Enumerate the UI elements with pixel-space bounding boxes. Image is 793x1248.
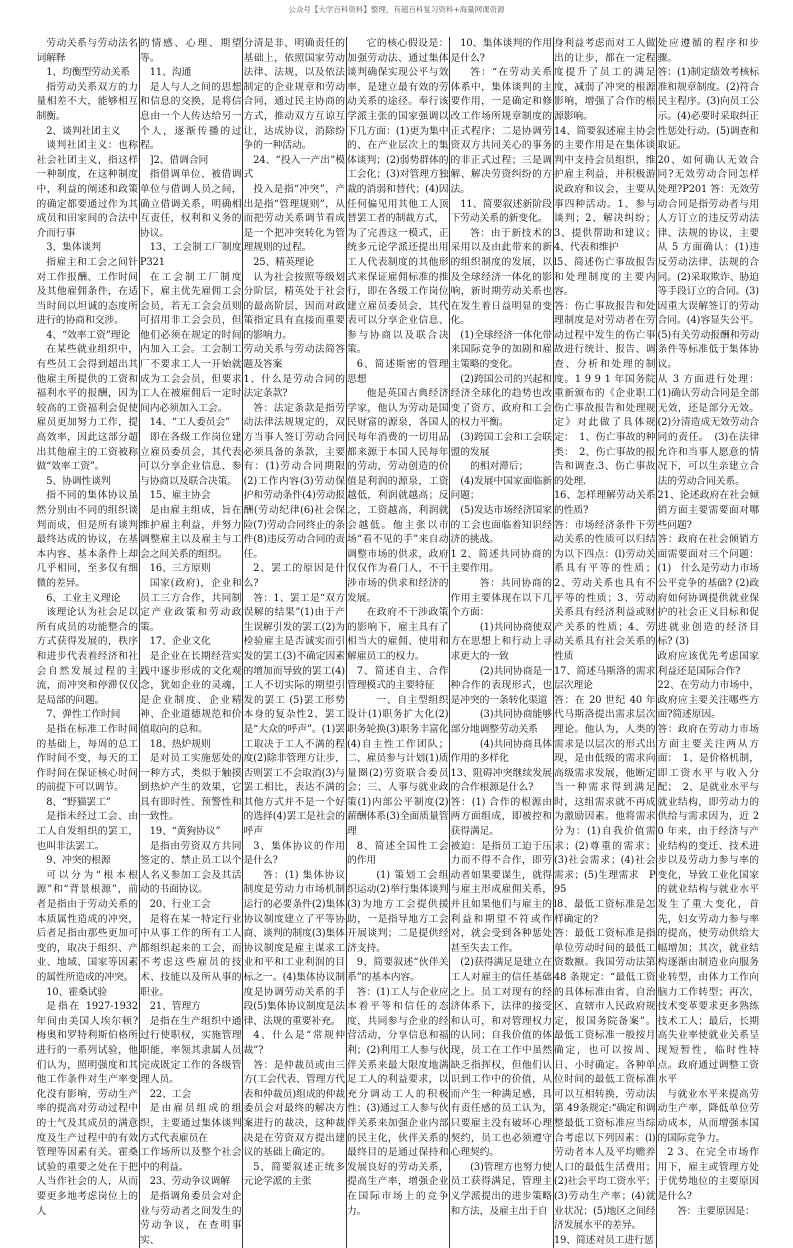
section-heading: 2、罢工的原因是什么?	[243, 563, 345, 589]
section-heading: 8、“野猫罢工”	[46, 796, 111, 808]
section-heading: 16、三方原则	[149, 563, 211, 575]
paragraph: 该理论认为社会足以所有成员的功能整合的方式获得发展的，秩序和进步代表着经济和社会自然发展过程的主流，而冲突和停滞仅仅是局部的问题。	[36, 607, 138, 706]
paragraph: 是人与人之间的思想和信息的交换，是将信息由一个人传达给另一个人，逐渐传播的过程。	[140, 81, 242, 152]
paragraph: 国家(政府)，企业和员工三方合作，共同制定产业政策和劳动政策。	[140, 577, 242, 633]
paragraph: 1、什么是劳动合同的法定条款?	[243, 373, 345, 400]
paragraph: 答：在 20 世纪 40 年代马斯洛提出需求层次理论。他认为，人类的需求是以层次的形式出现，是由低级的需求向高级需求发展，他断定当一种需求得到满足时，这组需求就不再成为激励因素。他将需求分为：(1)自我价值需求；(2)尊重的需求；(3)社会需求；(4)社会需求；(5)生理需求 P95	[554, 694, 656, 896]
paragraph: 劳动关系与劳动法简答题及答案	[243, 344, 345, 371]
paragraph: 答：法定条款是指劳动法律法规规定的，双方当事人签订劳动合同必须具备的条款，主要有：(1)劳动合同期限(2)工作内容(3)劳动保护和劳动条件(4)劳动报酬(劳动纪律(6)社会保险(7)劳动合同终止的条件(8)违反劳动合同的责任。	[243, 402, 345, 560]
paragraph: 被迫：是指员工迫于压力而不得不合作，即劳动者如果要谋生，就得与雇主形成雇佣关系，并且如果他们与雇主的利益和期望不符或作对，就会受到各种惩处甚至失去工作。	[450, 840, 552, 954]
paragraph: 是企业在长期经营实践中逐步形成的文化观念，犹如企业的灵魂，是企业制度、企业精神、企业道德规范和价值取向的总和。	[140, 650, 242, 735]
text-column-6	[553, 37, 657, 1248]
document-columns	[36, 37, 760, 1248]
paragraph: 为了完善这一模式，正统多元论学派还提出用工人代表制度的其他形式来保证雇佣标准的推行，即在各级工作岗位建立雇员委员会，其代表可以分享企业信息、参与协商以及联合决策。	[347, 227, 449, 356]
paragraph: 14、简要叙述雇主协会的主要作用是在集体谈判中支持会员组织，维护雇主利益，并积极游说政府和议会，主要从事四种活动。1、参与谈判；2、解决纠纷；3、提供帮助和建议；4、代表和维护	[554, 125, 656, 254]
paragraph: 即在各级工作岗位建立雇员委员会，其代表可以分享企业信息、参与协商以及联合决策。	[140, 432, 242, 487]
section-heading: 6、简述斯密的管理思想	[347, 359, 449, 385]
text-column-5	[449, 37, 553, 1248]
paragraph: l8、最低工资标准是怎样确定的?	[554, 899, 656, 925]
paragraph: 的情感、心理、期望等。	[140, 38, 242, 64]
section-heading: 20、行业工会	[149, 899, 211, 911]
paragraph: 从 3 方面进行处理：(1)确认劳动合同是全部无效，还是部分无效。(2)分清造成无效劳动合同的责任。 (3)在法律允许和当事人愿意的情况下，可以生亲建立合法的劳动合同关系。	[657, 373, 759, 487]
section-heading: 21、管理方	[149, 1001, 201, 1013]
paragraph: 答：共同协商的作用主要体现在以下几个方面：	[450, 577, 552, 619]
section-heading: 10、集体谈判的作用是什么?	[450, 38, 552, 64]
paragraph: (4)发展中国家面临新问题；	[450, 475, 552, 502]
paragraph: 答：(1) 集体协议制度是劳动力市场机制运行的必要条件(2)集体协议制度建立了平等协商、谈判的制度(3)集体协议制度是雇主谋求工业和平和工业利润的目标之一。(4)集体协议制度是协调劳动关系的手段(5)集体协议制度是法律、法规的重要补充。	[243, 869, 345, 1027]
paragraph: 是指由劳资双方共同签定的、禁止员工以个人名义参加工会及其活动的书面协议。	[140, 840, 242, 896]
section-heading: 5、协调性谈判	[46, 475, 111, 487]
section-heading: 7、简述自主、合作管理模式的主要特征	[347, 665, 449, 692]
paragraph: 22、在劳动力市场中，政府应主要关注哪些方面?简述原因。	[657, 680, 759, 721]
paragraph: 答：主要原因是：	[677, 1205, 755, 1217]
section-heading: 13、工会制工厂制度P321	[140, 242, 242, 268]
paragraph: 是指在标准工作时间的基础上，每周的总工作时间不变，每天的工作时间在保证核心时间的前提下可以调节。	[36, 723, 138, 794]
paragraph: 在政府不干涉政策的影响下，雇主具有了相当大的雇佣、使用和解雇员工的权力。	[347, 607, 449, 662]
section-heading: 25、精英理论	[253, 256, 315, 268]
section-heading: 22、工会	[149, 1088, 192, 1100]
paragraph: 21、论述政府在社会倾销方面主要需要面对哪些问题?	[657, 490, 759, 531]
paragraph: (2)共同协商是一种合作的表现形式，也是冲突的一条转化渠道	[450, 665, 552, 706]
page-header-watermark: 公众号【大学百科资料】整理，有超百科复习资料+海量网课资源	[288, 5, 505, 14]
text-column-4	[346, 37, 450, 1248]
paragraph: 指劳动关系双方的力量相差不大，能够相互制衡。	[36, 81, 138, 122]
text-column-1	[36, 37, 139, 1248]
paragraph: 是指在 1927-1932 年间由美国人埃尔顿?梅奥和罗特利斯伯格所进行的一系列试验，他们认为，照明强度和其他工作条件对生产率变化没有影响，劳动生产率的提高对劳动过程中的士气及其成员的满意度及生产过程中的有效管理等因素有关。霍桑试验的重要之处在于把人当作社会的人，从而要更多地考虑岗位上的人	[36, 1001, 138, 1217]
paragraph: 答：最低工资标准是指单位劳动时间的最低工资数额。我国劳动法第48 条规定：“最低工资的具体标准由省、自治区、直辖市人民政府规定，报国务院备案”。最低工资标准一般按月确定，也可以按周、日、小时确定。各种单位时间的最低工资标准可以互相转换，劳动法第 49条规定:“确定和调整最低工资标准应当综合考虑以下列因素：(l)劳动者本人及平均赡养人口的最低生活费用；(2)社会平均工资水平；(3)劳动生产率；(4)就业状况；(5)地区之间经济发展水平的差异。	[554, 928, 656, 1232]
paragraph: 工作场所以及整个社会中的利益。	[140, 1147, 242, 1173]
paragraph: 的相对滞后；	[470, 461, 529, 473]
section-heading: 19、“黄狗协议”	[149, 826, 221, 838]
paragraph: 1 2、简述共同协商的主要作用。	[450, 548, 552, 575]
paragraph: 指借调单位、被借调单位与借调人员之间，确立借调关系，明确相互责任，权利和义务的协议。	[140, 169, 242, 239]
paragraph: (1)全球经济一体化带来国际竞争的加剧和雇主策略的变化。	[450, 329, 552, 371]
section-heading: 4、“效率工资”理论	[46, 329, 131, 341]
paragraph: 谈判社团主义：也称社会社团主义，指这样一种制度，在这种制度中，利益的阐述和政策的确定都要通过作为其成员和田家间的合法中介而行事	[36, 140, 138, 239]
paragraph: (5)发达市场经济国家的工会也面临着知识经济的挑战。	[450, 505, 552, 546]
section-heading: ]2、借调合同	[149, 154, 209, 166]
text-column-2	[139, 37, 243, 1248]
paragraph: 是指未经过工会、由工人自发组织的罢工，也叫非法罢工。	[36, 811, 138, 852]
paragraph: 13、阻碍冲突继续发展的合作根源是什么?	[450, 767, 552, 794]
paragraph: 指不同的集体协议虽然分别由不同的组织谈判而成，但是所有谈判最终达成的协议，在基本内容、基本条件上却几乎相同，至多仅有细微的差异。	[36, 490, 138, 589]
paragraph: 16、怎样理解劳动关系的性质?	[554, 490, 656, 516]
section-heading: 6、工业主义理论	[46, 592, 121, 604]
section-heading: 1、均衡型劳动关系	[46, 67, 131, 79]
section-heading: 3、集体谈判	[46, 242, 101, 254]
section-heading: 2、谈判社团主义	[46, 125, 121, 137]
paragraph: (2)跨国公司的兴起和经济全球化的趋势也改变了资方、政府和工会的权力平衡。	[450, 373, 552, 429]
section-heading: 11、沟通	[149, 67, 192, 79]
paragraph: 答：是仲裁员或由三方(工会代表、管理方代表和仲裁员)组成的仲裁委员会对最终的解决方案进行的裁决，这种裁决是在劳资双方提出建议的基础上确定的。	[243, 1059, 345, 1159]
section-heading: 9、冲突的根源	[46, 855, 111, 867]
paragraph: 是指在生产组织中通过行使职权，实施管理职能，率领其隶属人员完成既定工作的各级管理人员。	[140, 1015, 242, 1086]
paragraph: 可以分为“根本根源”和“背景根源”，前者是指由于劳动关系的本质属性造成的冲突，后者足指由那些更加可变的，取决于组织、产业、地域、国家等因素的属性所造成的冲突。	[36, 869, 138, 983]
paragraph: 17、简述马斯洛的需求层次理论	[554, 665, 656, 692]
section-heading: 23、劳动争议调解	[149, 1176, 230, 1188]
section-heading: 17、企业文化	[149, 636, 211, 648]
paragraph: 答：1、罢工是“双方误解的结果”(1)由于产生误解引发的罢工(2)为检验雇主是否诚实而引发的罢工(3)不确定因素的增加而导致的罢工(4)工人不切实际的期望引发的罢工 (5)罢工形势本身的复杂性2、罢工是“大众的呼声”。(1)罢工取决于工人不满的程度(2)除非管理方让步，否则罢工不会取消(3)与罢工相比，表达不满的其他方式并不是一个好的选择(4)罢工是社会的呼声	[243, 592, 345, 838]
section-heading: 14、“工人委员会”	[149, 417, 231, 429]
paragraph: 19、简述对员工进行惩	[554, 1234, 654, 1246]
paragraph: 是指调角委员会对企业与劳动者之间发生的劳动争议，在查明事实、	[140, 1190, 242, 1246]
section-heading: 3、集体协议的作用是什么?	[243, 840, 345, 867]
paragraph: 他是英国古典经济学家，他认为劳动是国民财富的源泉，各国人民每年消费的一切用品都来源于本国人民每年的劳动，劳动创造的价值是利润的源泉，工资越低，利润就越高；反之，工资越高，利润就会越低。他主张以市场“看不见的手”来自动调整市场的供求，政府仅仅作为看门人，不干涉市场的供求和经济的发展。	[347, 388, 449, 604]
section-heading: 10、霍桑试验	[46, 986, 108, 998]
paragraph: 在某些就业组织中，有些员工会得到超出其他雇主所提供的工资和福利水平的报酬，因为较高的工资福利会促使雇员更加努力工作，提高效率，因此这部分超出其他雇主的工资被称做“效率工资”。	[36, 344, 138, 473]
paragraph: 是将在某一特定行业中从事工作的所有工人都组织起来的工会，而不考虑这些雇员的技术、技能以及所从事的职业。	[140, 913, 242, 998]
paragraph: 答：市场经济条件下劳动关系的性质可以归结为以下四点：(l)劳动关系具有平等的性质；2、劳动关系也具有不平等的性质；3、劳动关系具有经济利益或财产关系的性质；4、劳动关系具有社会关系的性质	[554, 519, 656, 662]
paragraph: 20、如何确认无效合同?无效劳动合同怎样处理?P201 答：无效劳动合同是指劳动者与用人方订立的违反劳动法律、法规的协议，主要从 5 方面确认：(1)违反劳动法律、法规的合同。(2)采取欺诈、胁迫等手段订立的合同。(3)因重大误解签订的劳动合同。(4)容显失公平。(5)有关劳动报酬和劳动条件等标准低于集体协议。	[657, 154, 759, 371]
paragraph: (3)跨国工会和工会联盟的发展	[450, 432, 552, 458]
paragraph: 是由雇主组成，旨在维护雇主利益，并努力调整雇主以及雇主与工会之间关系的组织。	[140, 505, 242, 560]
paragraph: 答：政府在社会倾销方面需要面对三个问题：(1) 什么是劳动力市场公平竞争的基础? (2)政府如何协调提供就业保护的社会正义目标和促进就业创造的经济目标? (3)	[657, 534, 759, 648]
paragraph: (1) 策划工会组织运动(2)举行集体谈判(3)为地方工会提供援助，一是指导地方工会开展谈判；二是提供经济支持。	[347, 869, 449, 954]
paragraph: 与就业水平来提高劳动生产率，降低单位劳动成本，从而增强本国的国际竞争力。	[657, 1088, 759, 1144]
paragraph: 是对员工实施惩处的一种方式，类似于触摸到热炉产生的效果，它具有即时性、预警性和一致性。	[140, 753, 242, 823]
section-heading: 18、热炉规则	[149, 738, 211, 750]
section-heading: 5、简要叙述正统多元论学派的主张	[243, 1161, 345, 1188]
paragraph: 答：(1) 合作的根源由两方面组成，即被控和获得满足。	[450, 796, 552, 838]
paragraph: 答：政府在劳动力市场方面主要关注两从方面： 1、是价格机制，即工资水平与收入分配； 2、是就业水平与就业结构，即劳动力的供给与需求因为，近 2 0 年来，由于经济与产业结构的变迁、技术进步以及劳动力参与率的变化，导致工业化国家的就业结构与就业水平发生了重大变化，首先，妇女劳动力参与率的提高，使劳动供给大幅增加；其次，就业结构逐渐由制造业向服务业转型，由体力工作向脑力工作转型；再次，技术变革要求更多熟练技术工人；最后，长期高失业率使就业关系呈现短暂性，临时性特点。政府通过调整工资水平	[657, 723, 759, 1086]
section-heading: 4、什么是“常规仲裁”?	[243, 1030, 345, 1056]
paragraph: (2)获得满足是建立在工人对雇主的信任基础之上。员工对现有的经济体系下，法律的接受和认可，和对管理权力的认同；自我价值的体现，员工在工作中虽然缺乏指挥权，但他们认识到工作中的价值，从而产生一种满足感，具有责任感的员工认为，只要雇主没有破坏心理契约，员工也必须遵守心理契约。	[450, 957, 552, 1159]
section-heading: 9、简要叙述“伙伴关系”的基本内容。	[347, 957, 449, 983]
paragraph: (1)共同协商使双方在思想上和行动上寻求更大的一致	[450, 621, 552, 662]
paragraph: (3)共同协商能够部分地调整劳动关系	[450, 709, 552, 735]
paragraph: 答：“在劳动关系体系中，集体谈判的主要作用，一是确定和修改工作场所规章制度的正式程序；二是协调劳资双方共同关心的事务的非正式过程；三是调解、解决劳资纠纷的方法。	[450, 67, 552, 195]
section-heading: 7、弹性工作时间	[46, 709, 121, 721]
paragraph: 认为社会按照等级划分阶层，精英处于社会的最高阶层，因而对政策指定具有直接而重要的影响力。	[243, 271, 345, 341]
section-heading: 劳动关系与劳动法名词解释	[36, 38, 138, 64]
paragraph: l5、简述伤亡事故报告和处理制度的主要内容。	[554, 256, 656, 298]
paragraph: 在工会制工厂制度下，雇主优先雇佣工会会员，若无工会会员则可招用非工会会员，但他们必须在规定的时间内加入工会。工会制工厂不要求工人一开始就成为工会会员，但要求工人在被雇佣后一定时间内必须加入工会。	[140, 271, 242, 414]
paragraph: 身利益考虑而对工人做出的让步，都在一定程度提升了员工的满足度，减弱了冲突的根源影响，增强了合作的根源影响。	[554, 38, 656, 122]
section-heading: 24、“投入一产出”模式	[243, 154, 345, 181]
paragraph: 它的核心假设是：加强劳动法、通过集体谈判确保实现公平与效率，是建立最有效的劳动关系的途径。奉行该学派主张的国家强调以下几方面：(1)更为集中的、在产业层次上的集体谈判；(2)弱势群体的工会化；(3)对管理方独裁的消弱和替代；(4)因任何偏见用其他工人顶替罢工者的制裁方式，	[347, 38, 449, 225]
text-column-3	[242, 37, 346, 1248]
paragraph: 答：(1)工人与企业应本着平等和信任的态度，共同参与企业的经营活动，分享信息和福利；(2)利用工人参与伙伴关系来最大限度地满足工人的利益要求，以充分调动工人的积极性；(3)通过工人参与伙伴关系来加强企业内部的民主化，伙伴关系的最终目的是通过保持和发展良好的劳动关系，提高生产率，增强企业在国际市场上的竞争力。	[347, 986, 449, 1217]
paragraph: 是由雇员组成的组织，主要通过集体谈判方式代表雇员在	[140, 1103, 242, 1144]
paragraph: 2 3、在完全市场作用下，雇主或管理方处于优势地位的主要原因是什么?	[657, 1147, 759, 1202]
paragraph: 答：由于新技术的采用以及由此带来的新的组织制度的发展，以及全球经济一体化的影响，新时期劳动关系也在发生着日益明显的变化。	[450, 227, 552, 327]
paragraph: (3)管理方也努力使员工获得满足，管理主义学派提出的进步策略和方法，及雇主出于自	[450, 1161, 552, 1217]
text-column-7	[656, 37, 760, 1248]
section-heading: 15、雇主协会	[149, 490, 211, 502]
section-heading: 11、简要叙述新阶段下劳动关系的新变化。	[450, 198, 552, 225]
paragraph: 投入是指“冲突”，产出是指“管理规则”，从而把劳动关系调节看成是一个把冲突转化为管理规则的过程。	[243, 183, 345, 254]
paragraph: 分清是非、明确责任的基础上，依照国家劳动法律、法规，以及依法制定的企业规章和劳动合同，通过民主协商的方式，推动双方互谅互让，达成协议，消除纷争的一种活动。	[243, 38, 345, 152]
paragraph: 答：伤亡事故报告和处理制度是对劳动者在劳动过程中发生的伤亡事故进行统计、报告、调查、分析和处理的制度。1 9 9 1 年国务院重新颁布的《企业职工伤亡事故报告和处理规定》对此做了具体规定： 1、伤亡事故的种类： 2、伤亡事故的报告和调查.3、伤亡事故的处理.	[554, 300, 656, 487]
paragraph: 指雇主和工会之间针对工作报酬、工作时间及其他雇佣条件，在适当时间以坦诚的态度所进行的协商和交涉。	[36, 256, 138, 327]
section-heading: 8、简述全国性工会的作用	[347, 840, 449, 867]
paragraph: 政府应该优先考虑国家利益还是国际合作?	[657, 650, 759, 677]
paragraph: 处应遵循的程序和步骤。	[657, 38, 759, 64]
paragraph: (4)共同协商具体作用的多样化	[450, 738, 552, 765]
paragraph: 答：(1)制定绩效考核标准和规章制度。(2)符合民主程序。(3)向员工公示。(4)必要时采取纠正性惩处行动。(5)调查和取证。	[657, 67, 759, 152]
paragraph: 一、自主型组织设计(1)职务扩大化(2)职务轮换(3)职务丰富化(4)自主性工作团队；二、雇员参与计划(1)质量圈(2)劳资联合委员会；三、人事与就业政策(1)内部公平制度(2)薪酬体系(3)全面质量管理	[347, 694, 449, 838]
